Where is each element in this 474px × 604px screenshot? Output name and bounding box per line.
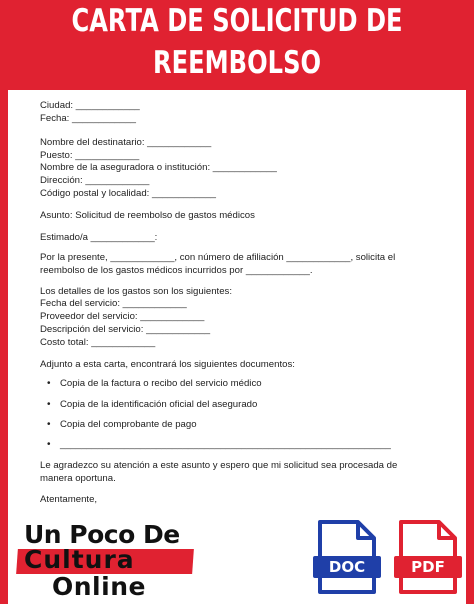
field-aseguradora: Nombre de la aseguradora o institución: ____________	[40, 162, 277, 173]
list-item-text: ______________________________________________________________	[60, 439, 391, 450]
logo-line-2: Cultura	[24, 545, 135, 574]
field-puesto: Puesto: ____________	[40, 150, 140, 161]
field-proveedor: Proveedor del servicio: ____________	[40, 311, 205, 322]
field-fecha-servicio: Fecha del servicio: ____________	[40, 298, 187, 309]
field-costo: Costo total: ____________	[40, 337, 156, 348]
title-line-1: CARTA DE SOLICITUD DE	[71, 3, 403, 39]
site-logo[interactable]	[16, 520, 196, 600]
closing-line-1: Le agradezco su atención a este asunto y espero que mi solicitud sea procesada de	[40, 460, 398, 471]
pdf-label: PDF	[394, 556, 462, 578]
title-line-2: REEMBOLSO	[152, 45, 322, 81]
list-item	[47, 439, 391, 452]
sign-off: Atentamente,	[40, 494, 98, 505]
doc-label: DOC	[313, 556, 381, 578]
doc-download-button[interactable]	[316, 519, 378, 595]
logo-line-1: Un Poco De	[24, 520, 180, 549]
paragraph-1-line-1: Por la presente, ____________, con número de afiliación ____________, solicita el	[40, 252, 396, 263]
field-destinatario: Nombre del destinatario: ____________	[40, 137, 212, 148]
list-item-text: Copia de la identificación oficial del asegurado	[60, 399, 258, 410]
bullet-icon: •	[47, 439, 51, 450]
field-codigo-postal: Código postal y localidad: ____________	[40, 188, 217, 199]
paragraph-1-line-2: reembolso de los gastos médicos incurridos por ____________.	[40, 265, 313, 276]
pdf-download-button[interactable]	[397, 519, 459, 595]
attachments-intro: Adjunto a esta carta, encontrará los siguientes documentos:	[40, 359, 295, 370]
list-item-text: Copia de la factura o recibo del servicio médico	[60, 378, 262, 389]
greeting: Estimado/a ____________:	[40, 232, 158, 243]
field-descripcion: Descripción del servicio: ____________	[40, 324, 211, 335]
bullet-icon: •	[47, 378, 51, 389]
list-item	[47, 399, 258, 412]
logo-line-3: Online	[52, 572, 146, 601]
field-fecha: Fecha: ____________	[40, 113, 137, 124]
bullet-icon: •	[47, 399, 51, 410]
details-intro: Los detalles de los gastos son los siguientes:	[40, 286, 232, 297]
title-banner	[0, 0, 474, 90]
bullet-icon: •	[47, 419, 51, 430]
subject-line: Asunto: Solicitud de reembolso de gastos médicos	[40, 210, 255, 221]
list-item-text: Copia del comprobante de pago	[60, 419, 197, 430]
list-item	[47, 378, 262, 391]
field-ciudad: Ciudad: ____________	[40, 100, 140, 111]
closing-line-2: manera oportuna.	[40, 473, 116, 484]
list-item	[47, 419, 197, 432]
field-direccion: Dirección: ____________	[40, 175, 150, 186]
